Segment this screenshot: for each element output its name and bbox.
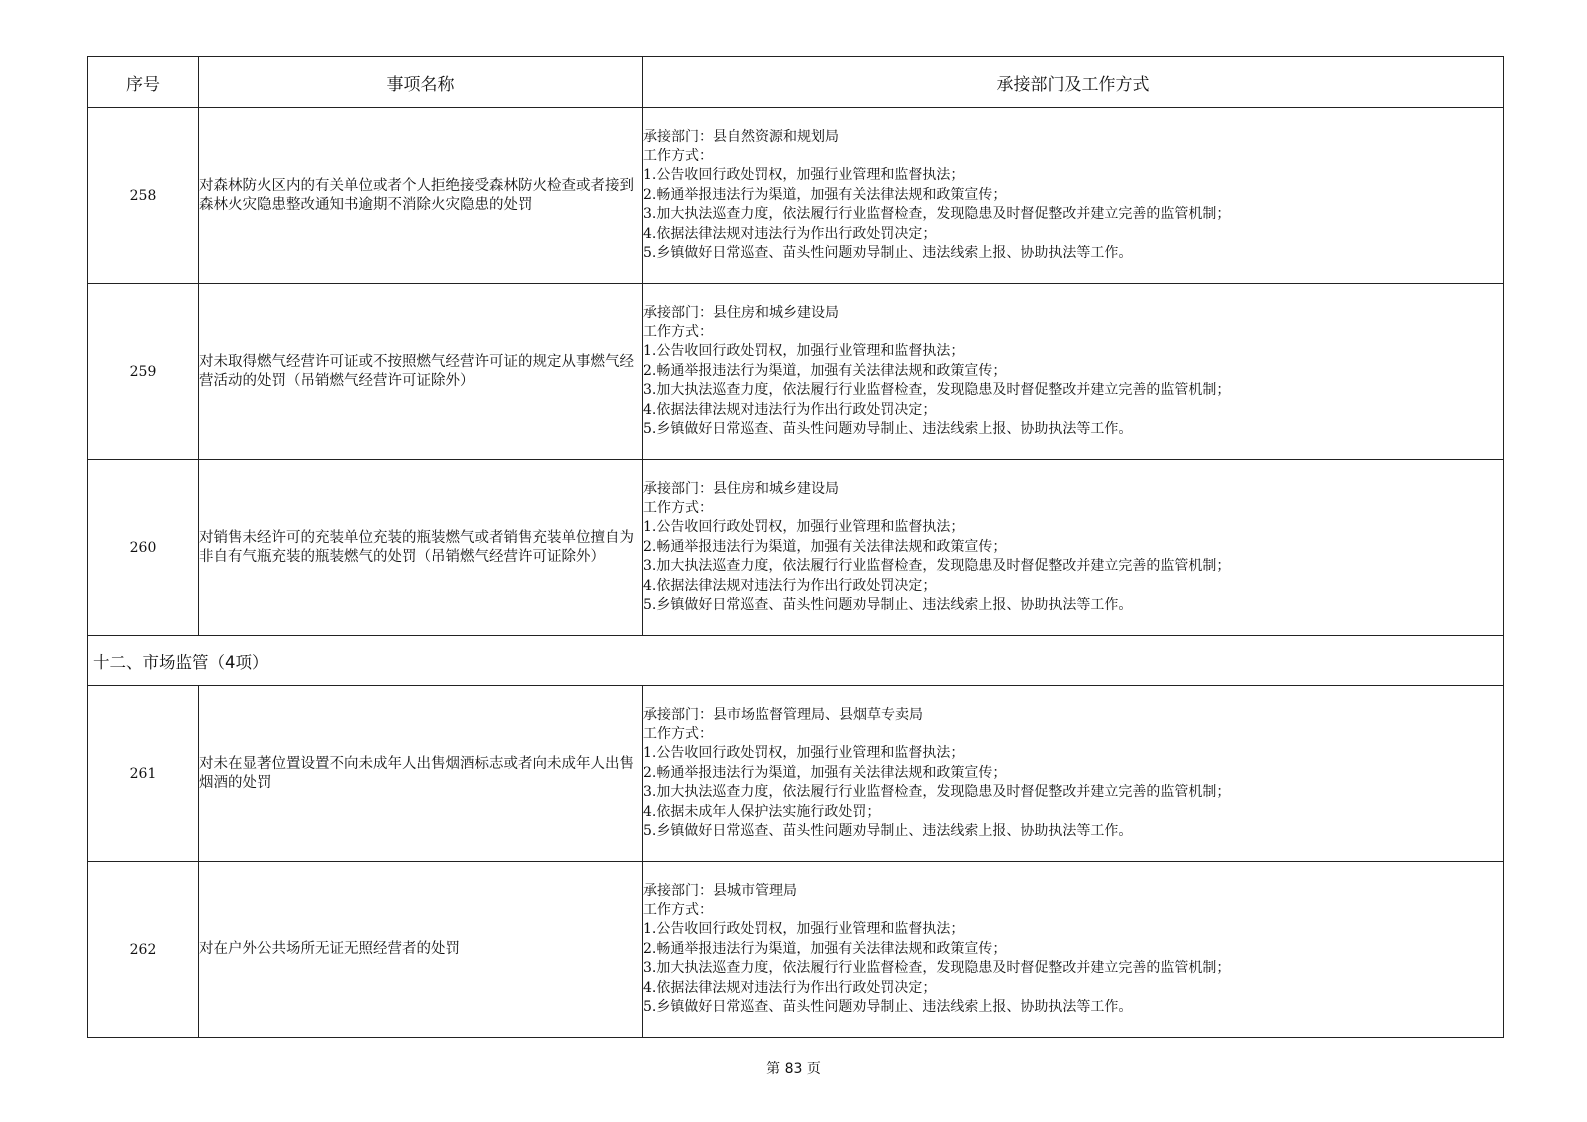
- row-item-name: 对销售未经许可的充装单位充装的瓶装燃气或者销售充装单位擅自为非自有气瓶充装的瓶装燃气的处罚（吊销燃气经营许可证除外）: [199, 460, 643, 636]
- step-line: 3.加大执法巡查力度，依法履行行业监督检查，发现隐患及时督促整改并建立完善的监管机制；: [643, 206, 1231, 223]
- header-method: 承接部门及工作方式: [643, 57, 1504, 108]
- step-line: 2.畅通举报违法行为渠道，加强有关法律法规和政策宣传；: [643, 764, 1007, 781]
- items-table: [87, 56, 1504, 1038]
- step-line: 4.依据法律法规对违法行为作出行政处罚决定；: [643, 979, 937, 996]
- row-item-name: 对森林防火区内的有关单位或者个人拒绝接受森林防火检查或者接到森林火灾隐患整改通知书逾期不消除火灾隐患的处罚: [199, 108, 643, 284]
- header-seq: 序号: [88, 57, 199, 108]
- step-line: 4.依据法律法规对违法行为作出行政处罚决定；: [643, 401, 937, 418]
- method-label: 工作方式：: [643, 323, 713, 340]
- row-seq: 259: [88, 284, 199, 460]
- section-row: [88, 636, 1504, 686]
- row-seq: 262: [88, 862, 199, 1038]
- row-method-cell: [643, 108, 1504, 284]
- step-line: 4.依据法律法规对违法行为作出行政处罚决定；: [643, 577, 937, 594]
- step-line: 1.公告收回行政处罚权，加强行业管理和监督执法；: [643, 921, 965, 938]
- step-line: 5.乡镇做好日常巡查、苗头性问题劝导制止、违法线索上报、协助执法等工作。: [643, 421, 1133, 438]
- row-item-name: 对在户外公共场所无证无照经营者的处罚: [199, 862, 643, 1038]
- step-line: 4.依据未成年人保护法实施行政处罚；: [643, 803, 881, 820]
- step-line: 3.加大执法巡查力度，依法履行行业监督检查，发现隐患及时督促整改并建立完善的监管机制；: [643, 382, 1231, 399]
- table-header-row: [88, 57, 1504, 108]
- step-line: 3.加大执法巡查力度，依法履行行业监督检查，发现隐患及时督促整改并建立完善的监管机制；: [643, 784, 1231, 801]
- method-label: 工作方式：: [643, 147, 713, 164]
- row-item-name: 对未取得燃气经营许可证或不按照燃气经营许可证的规定从事燃气经营活动的处罚（吊销燃气经营许可证除外）: [199, 284, 643, 460]
- step-line: 2.畅通举报违法行为渠道，加强有关法律法规和政策宣传；: [643, 186, 1007, 203]
- step-line: 1.公告收回行政处罚权，加强行业管理和监督执法；: [643, 167, 965, 184]
- step-line: 4.依据法律法规对违法行为作出行政处罚决定；: [643, 225, 937, 242]
- row-item-name: 对未在显著位置设置不向未成年人出售烟酒标志或者向未成年人出售烟酒的处罚: [199, 686, 643, 862]
- step-line: 2.畅通举报违法行为渠道，加强有关法律法规和政策宣传；: [643, 940, 1007, 957]
- table-row: [88, 460, 1504, 636]
- dept-line: 承接部门：县市场监督管理局、县烟草专卖局: [643, 706, 923, 723]
- method-label: 工作方式：: [643, 725, 713, 742]
- row-method-cell: [643, 284, 1504, 460]
- row-seq: 261: [88, 686, 199, 862]
- dept-line: 承接部门：县自然资源和规划局: [643, 128, 839, 145]
- step-line: 2.畅通举报违法行为渠道，加强有关法律法规和政策宣传；: [643, 538, 1007, 555]
- step-line: 1.公告收回行政处罚权，加强行业管理和监督执法；: [643, 745, 965, 762]
- method-label: 工作方式：: [643, 499, 713, 516]
- row-method-cell: [643, 862, 1504, 1038]
- header-name: 事项名称: [199, 57, 643, 108]
- table-row: [88, 862, 1504, 1038]
- step-line: 1.公告收回行政处罚权，加强行业管理和监督执法；: [643, 519, 965, 536]
- section-title: 十二、市场监管（4项）: [88, 636, 1504, 686]
- dept-line: 承接部门：县城市管理局: [643, 882, 797, 899]
- method-label: 工作方式：: [643, 901, 713, 918]
- step-line: 3.加大执法巡查力度，依法履行行业监督检查，发现隐患及时督促整改并建立完善的监管机制；: [643, 960, 1231, 977]
- step-line: 5.乡镇做好日常巡查、苗头性问题劝导制止、违法线索上报、协助执法等工作。: [643, 823, 1133, 840]
- row-seq: 260: [88, 460, 199, 636]
- table-row: [88, 284, 1504, 460]
- dept-line: 承接部门：县住房和城乡建设局: [643, 480, 839, 497]
- step-line: 5.乡镇做好日常巡查、苗头性问题劝导制止、违法线索上报、协助执法等工作。: [643, 597, 1133, 614]
- table-row: [88, 686, 1504, 862]
- step-line: 5.乡镇做好日常巡查、苗头性问题劝导制止、违法线索上报、协助执法等工作。: [643, 245, 1133, 262]
- row-method-cell: [643, 686, 1504, 862]
- dept-line: 承接部门：县住房和城乡建设局: [643, 304, 839, 321]
- row-method-cell: [643, 460, 1504, 636]
- row-seq: 258: [88, 108, 199, 284]
- step-line: 5.乡镇做好日常巡查、苗头性问题劝导制止、违法线索上报、协助执法等工作。: [643, 999, 1133, 1016]
- step-line: 2.畅通举报违法行为渠道，加强有关法律法规和政策宣传；: [643, 362, 1007, 379]
- step-line: 3.加大执法巡查力度，依法履行行业监督检查，发现隐患及时督促整改并建立完善的监管机制；: [643, 558, 1231, 575]
- step-line: 1.公告收回行政处罚权，加强行业管理和监督执法；: [643, 343, 965, 360]
- page-number: 第 83 页: [766, 1061, 821, 1077]
- table-row: [88, 108, 1504, 284]
